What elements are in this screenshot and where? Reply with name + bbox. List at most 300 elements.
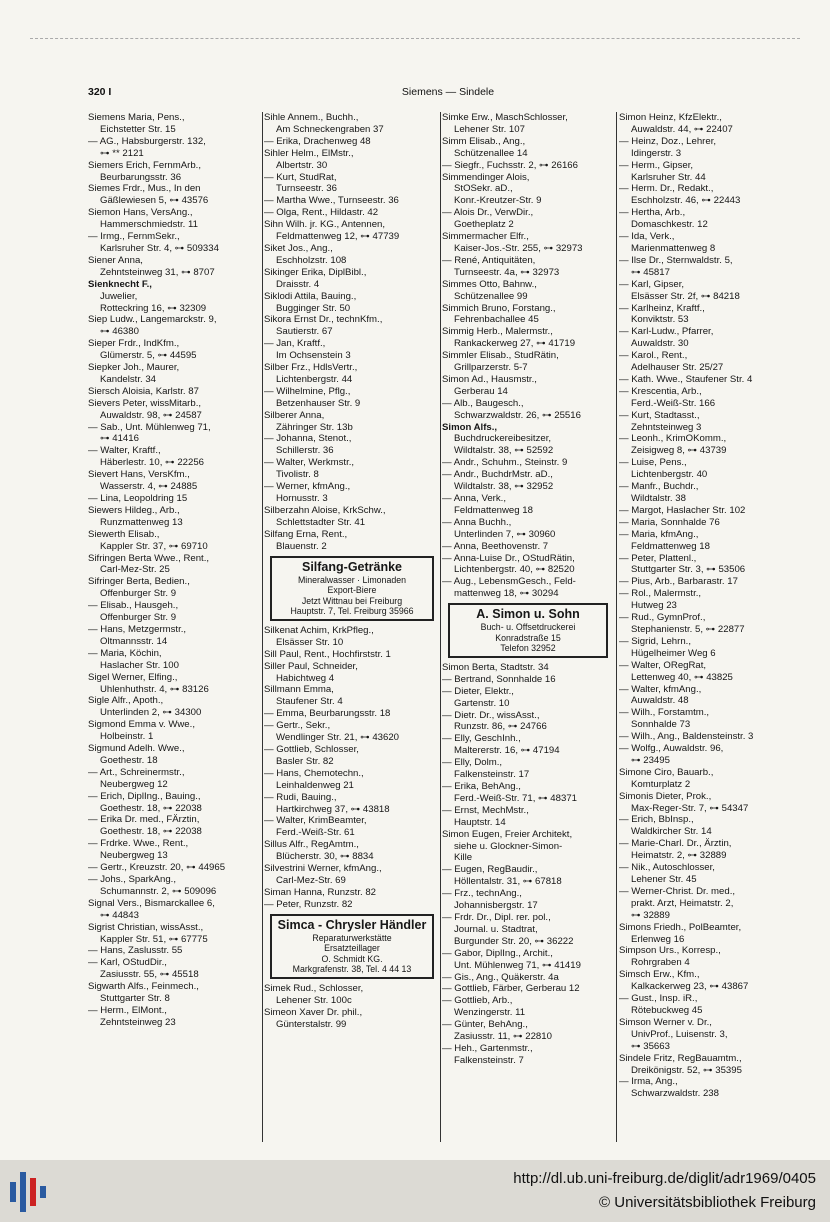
directory-entry-line: Sifringen Berta Wwe., Rent., xyxy=(88,552,210,564)
directory-entry-line: — Erika Dr. med., FÄrztin, xyxy=(88,814,200,826)
directory-entry-line: Johannisbergstr. 17 xyxy=(454,900,538,912)
directory-entry-line: Rötebuckweg 45 xyxy=(631,1004,703,1016)
ad-line: Reparaturwerkstätte xyxy=(312,932,392,943)
directory-entry-line: Domaschkestr. 12 xyxy=(631,219,708,231)
directory-entry-line: Falkensteinstr. 7 xyxy=(454,1054,524,1066)
directory-entry-line: — Ilse Dr., Sternwaldstr. 5, xyxy=(619,254,733,266)
directory-entry-line: — Manfr., Buchdr., xyxy=(619,481,699,493)
directory-entry-line: Simone Ciro, Bauarb., xyxy=(619,766,714,778)
directory-entry-line: — Frdr. Dr., Dipl. rer. pol., xyxy=(442,911,551,923)
directory-entry-line: Sillmann Emma, xyxy=(264,684,334,696)
directory-entry-line: — Hans, Chemotechn., xyxy=(264,767,364,779)
directory-entry-line: Eschholzstr. 46, ⊶ 22443 xyxy=(631,195,741,207)
directory-entry-line: StOSekr. aD., xyxy=(454,183,513,195)
directory-entry-line: Schumannstr. 2, ⊶ 509096 xyxy=(100,885,217,897)
directory-entry-line: — Heinz, Doz., Lehrer, xyxy=(619,135,717,147)
directory-entry-line: Auwaldstr. 98, ⊶ 24587 xyxy=(100,409,202,421)
directory-entry-line: UnivProf., Luisenstr. 3, xyxy=(631,1028,728,1040)
directory-entry-line: Auwaldstr. 30 xyxy=(631,338,689,350)
directory-entry-line: — René, Antiquitäten, xyxy=(442,254,536,266)
directory-entry-line: Simmich Bruno, Forstang., xyxy=(442,302,556,314)
directory-entry-line: Offenburger Str. 9 xyxy=(100,612,177,624)
directory-entry-line: Simeon Xaver Dr. phil., xyxy=(264,1006,363,1018)
directory-entry-line: Gartenstr. 10 xyxy=(454,697,510,709)
directory-entry-line: — Johs., SparkAng., xyxy=(88,874,176,885)
directory-entry-line: — Gottlieb, Färber, Gerberau 12 xyxy=(442,983,580,995)
directory-entry-line: — Walter, ORegRat, xyxy=(619,659,707,671)
directory-entry-line: Rankackerweg 27, ⊶ 41719 xyxy=(454,338,576,350)
directory-entry-line: Feldmattenweg 18 xyxy=(454,504,533,516)
directory-entry-line: Goethestr. 18, ⊶ 22038 xyxy=(100,826,202,838)
directory-entry-line: Unterlinden 7, ⊶ 30960 xyxy=(454,528,556,540)
copyright-notice: © Universitätsbibliothek Freiburg xyxy=(599,1194,816,1211)
directory-entry-line: — Alb., Baugesch., xyxy=(442,397,524,409)
directory-entry-line: Häberlestr. 10, ⊶ 22256 xyxy=(100,457,204,469)
directory-entry-line: Kalkackerweg 23, ⊶ 43867 xyxy=(631,981,749,993)
directory-entry-line: Silfang Erna, Rent., xyxy=(264,528,348,540)
directory-entry-line: Konviktstr. 53 xyxy=(631,314,689,326)
directory-entry-line: Sieper Frdr., IndKfm., xyxy=(88,338,180,350)
directory-entry-line: — Werner, kfmAng., xyxy=(264,481,351,493)
directory-entry-line: Sienknecht F., xyxy=(88,278,152,290)
directory-entry-line: Uhlenhuthstr. 4, ⊶ 83126 xyxy=(100,683,209,695)
column-2 xyxy=(264,112,440,1031)
directory-entry-line: Sonnhalde 73 xyxy=(631,719,691,731)
silfang-advertisement xyxy=(270,556,434,621)
directory-entry-line: — Gottlieb, Schlosser, xyxy=(264,743,359,755)
directory-entry-line: Siemes Frdr., Mus., In den xyxy=(88,183,201,195)
directory-entry-line: Schillerstr. 36 xyxy=(276,445,334,457)
directory-entry-line: Sihle Annem., Buchh., xyxy=(264,112,359,123)
ad-line: O. Schmidt KG. xyxy=(321,953,383,964)
directory-entry-line: Rohrgraben 4 xyxy=(631,957,690,969)
directory-entry-line: Hornusstr. 3 xyxy=(276,493,328,504)
directory-entry-line: Schützenallee 99 xyxy=(454,290,528,302)
directory-entry-line: Zeisigweg 8, ⊶ 43739 xyxy=(631,445,727,457)
directory-entry-line: — Kurt, Stadtasst., xyxy=(619,409,700,421)
directory-entry-line: Idingerstr. 3 xyxy=(631,147,682,159)
directory-entry-line: — Elly, Dolm., xyxy=(442,757,503,769)
directory-entry-line: Siewers Hildeg., Arb., xyxy=(88,504,180,516)
directory-entry-line: Zasiusstr. 55, ⊶ 45518 xyxy=(100,969,199,981)
directory-entry-line: — Gottlieb, Arb., xyxy=(442,995,513,1007)
directory-entry-line: Sindele Fritz, RegBauamtm., xyxy=(619,1052,742,1064)
directory-entry-line: Simon Berta, Stadtstr. 34 xyxy=(442,661,549,673)
directory-entry-line: Siener Anna, xyxy=(88,254,143,266)
directory-entry-line: — Walter, Werkmstr., xyxy=(264,457,355,469)
directory-entry-line: Sievert Hans, VersKfm., xyxy=(88,469,190,481)
directory-entry-line: — Margot, Haslacher Str. 102 xyxy=(619,504,746,516)
directory-entry-line: — Maria, Sonnhalde 76 xyxy=(619,516,720,528)
directory-entry-line: Zehntsteinweg 3 xyxy=(631,421,702,433)
directory-entry-line: — Karl, OStudDir., xyxy=(88,957,167,969)
directory-entry-line: Offenburger Str. 9 xyxy=(100,588,177,600)
directory-entry-line: Höllentalstr. 31, ⊶ 67818 xyxy=(454,876,562,888)
directory-entry-line: Simonis Dieter, Prok., xyxy=(619,790,712,802)
directory-entry-line: — Erich, BbInsp., xyxy=(619,814,694,826)
directory-entry-line: — Gertr., Sekr., xyxy=(264,720,331,732)
directory-entry-line: Unt. Mühlenweg 71, ⊶ 41419 xyxy=(454,959,581,971)
directory-entry-line: Auwaldstr. 44, ⊶ 22407 xyxy=(631,123,733,135)
directory-entry-line: Falkensteinstr. 17 xyxy=(454,769,530,781)
directory-entry-line: Siemens Maria, Pens., xyxy=(88,112,185,123)
directory-entry-line: Simson Werner v. Dr., xyxy=(619,1016,712,1028)
directory-entry-line: Silberzahn Aloise, KrkSchw., xyxy=(264,504,386,516)
directory-entry-line: — Johanna, Stenot., xyxy=(264,433,352,445)
directory-entry-line: — Sab., Unt. Mühlenweg 71, xyxy=(88,421,211,433)
directory-entry-line: — Gertr., Kreuzstr. 20, ⊶ 44965 xyxy=(88,862,226,874)
directory-entry-line: Hutweg 23 xyxy=(631,600,677,612)
directory-entry-line: — Karol., Rent., xyxy=(619,350,688,362)
directory-entry-line: Zähringer Str. 13b xyxy=(276,421,353,433)
directory-entry-line: — Anna Buchh., xyxy=(442,516,512,528)
directory-entry-line: Silber Frz., HdlsVertr., xyxy=(264,362,358,374)
directory-entry-line: Silvestrini Werner, kfmAng., xyxy=(264,863,382,875)
directory-entry-line: — Jan, Kraftf., xyxy=(264,338,326,350)
directory-entry-line: Haslacher Str. 100 xyxy=(100,659,179,671)
directory-entry-line: Stuttgarter Str. 3, ⊶ 53506 xyxy=(631,564,746,576)
simon-advertisement xyxy=(448,603,608,658)
column-divider xyxy=(262,112,263,1142)
directory-entry-line: Sautierstr. 67 xyxy=(276,326,333,338)
directory-entry-line: Sifringer Berta, Bedien., xyxy=(88,576,190,588)
directory-entry-line: — Gust., Insp. iR., xyxy=(619,993,698,1005)
directory-entry-line: siehe u. Glockner-Simon- xyxy=(454,840,563,852)
directory-entry-line: Betzenhauser Str. 9 xyxy=(276,397,361,409)
directory-entry-line: ⊶ 35663 xyxy=(631,1040,670,1052)
directory-entry-line: Goetheplatz 2 xyxy=(454,219,514,231)
directory-entry-line: Simon Heinz, KfzElektr., xyxy=(619,112,722,123)
directory-entry-line: Siemon Hans, VersAng., xyxy=(88,207,193,219)
directory-entry-line: — Heh., Gartenmstr., xyxy=(442,1042,533,1054)
directory-entry-line: Karlsruher Str. 44 xyxy=(631,171,706,183)
directory-entry-line: Wildtalstr. 38, ⊶ 52592 xyxy=(454,445,554,457)
directory-entry-line: Wildtalstr. 38 xyxy=(631,493,686,504)
directory-entry-line: Simon Alfs., xyxy=(442,421,498,433)
directory-entry-line: Stuttgarter Str. 8 xyxy=(100,993,170,1005)
directory-entry-line: Simmermacher Elfr., xyxy=(442,231,529,243)
directory-entry-line: Simpson Urs., Korresp., xyxy=(619,945,721,957)
directory-entry-line: Oltmannsstr. 14 xyxy=(100,635,168,647)
directory-entry-line: — Hans, Zaslusstr. 55 xyxy=(88,945,183,957)
directory-entry-line: Siep Ludw., Langemarckstr. 9, xyxy=(88,314,217,326)
column-divider xyxy=(440,112,441,1142)
footer-bar xyxy=(0,1160,830,1222)
directory-entry-line: Neubergweg 13 xyxy=(100,850,168,862)
directory-entry-line: Wenzingerstr. 11 xyxy=(454,1007,526,1019)
directory-entry-line: — Emma, Beurbarungsstr. 18 xyxy=(264,708,391,720)
directory-entry-line: Hügelheimer Weg 6 xyxy=(631,647,716,659)
directory-entry-line: Zasiusstr. 11, ⊶ 22810 xyxy=(454,1031,552,1043)
directory-entry-line: Hartkirchweg 37, ⊶ 43818 xyxy=(276,803,390,815)
directory-entry-line: Sillus Alfr., RegAmtm., xyxy=(264,839,359,851)
directory-entry-line: Elsässer Str. 10 xyxy=(276,636,344,648)
directory-entry-line: Wildtalstr. 38, ⊶ 32952 xyxy=(454,481,554,493)
directory-entry-line: Kappler Str. 37, ⊶ 69710 xyxy=(100,540,208,552)
directory-entry-line: — Irma, Ang., xyxy=(619,1076,678,1088)
directory-entry-line: — Anna, Beethovenstr. 7 xyxy=(442,540,549,552)
directory-entry-line: Hauptstr. 14 xyxy=(454,816,506,828)
directory-entry-line: Im Ochsenstein 3 xyxy=(276,350,351,362)
directory-entry-line: Sigmond Emma v. Wwe., xyxy=(88,719,195,731)
directory-entry-line: — Herm., Gipser, xyxy=(619,159,694,171)
directory-entry-line: — Walter, kfmAng., xyxy=(619,683,702,695)
directory-entry-line: — Pius, Arb., Barbarastr. 17 xyxy=(619,576,738,588)
directory-entry-line: Feldmattenweg 18 xyxy=(631,540,710,552)
directory-entry-line: — Frz., technAng., xyxy=(442,888,522,900)
ad-title: Simca - Chrysler Händler xyxy=(277,917,427,932)
directory-entry-line: Blücherstr. 30, ⊶ 8834 xyxy=(276,851,374,863)
directory-entry-line: Konr.-Kreutzer-Str. 9 xyxy=(454,195,542,207)
directory-entry-line: Dreikönigstr. 52, ⊶ 35395 xyxy=(631,1064,742,1076)
directory-entry-line: Marienmattenweg 8 xyxy=(631,242,716,254)
ad-line: Jetzt Wittnau bei Freiburg xyxy=(301,595,403,606)
directory-entry-line: — Siegfr., Fuchsstr. 2, ⊶ 26166 xyxy=(442,159,578,171)
page-header xyxy=(88,86,808,104)
directory-entry-line: — Wilh., Ang., Baldensteinstr. 3 xyxy=(619,731,754,743)
ad-line: Ersatzteillager xyxy=(324,943,380,954)
directory-entry-line: Burgunder Str. 20, ⊶ 36222 xyxy=(454,935,574,947)
directory-entry-line: Simons Friedh., PolBeamter, xyxy=(619,921,742,933)
directory-entry-line: Adelhauser Str. 25/27 xyxy=(631,362,724,374)
directory-entry-line: Siemers Erich, FernmArb., xyxy=(88,159,202,171)
directory-entry-line: Journal. u. Stadtrat, xyxy=(454,923,538,935)
directory-entry-line: Sihler Helm., ElMstr., xyxy=(264,147,354,159)
ad-line: Buch- u. Offsetdruckerei xyxy=(480,622,576,633)
directory-entry-line: mattenweg 18, ⊶ 30294 xyxy=(454,588,559,600)
directory-entry-line: Kaiser-Jos.-Str. 255, ⊶ 32973 xyxy=(454,242,583,254)
directory-entry-line: Schützenallee 14 xyxy=(454,147,528,159)
directory-entry-line: — Dietr. Dr., wissAsst., xyxy=(442,709,540,721)
directory-entry-line: Simon Ad., Hausmstr., xyxy=(442,373,537,385)
directory-entry-line: ⊶ 46380 xyxy=(100,326,139,338)
directory-entry-line: Elsässer Str. 2f, ⊶ 84218 xyxy=(631,290,740,302)
directory-entry-line: — Erich, DiplIng., Bauing., xyxy=(88,790,201,802)
directory-entry-line: Lehener Str. 107 xyxy=(454,123,525,135)
directory-entry-line: Zehntsteinweg 31, ⊶ 8707 xyxy=(100,266,215,278)
ad-line: Mineralwasser · Limonaden xyxy=(297,574,407,585)
directory-entry-line: Ferd.-Weiß-Str. 71, ⊶ 48371 xyxy=(454,792,577,804)
directory-entry-line: ⊶ 32889 xyxy=(631,909,670,921)
directory-entry-line: Holbeinstr. 1 xyxy=(100,731,154,743)
directory-entry-line: — Elisab., Hausgeh., xyxy=(88,600,179,612)
directory-entry-line: Sigle Alfr., Apoth., xyxy=(88,695,164,707)
directory-entry-line: — Kath. Wwe., Staufener Str. 4 xyxy=(619,373,753,385)
directory-entry-line: — Sigrid, Lehrn., xyxy=(619,635,691,647)
directory-entry-line: Sigmund Adelh. Wwe., xyxy=(88,743,185,755)
directory-entry-line: Stephanienstr. 5, ⊶ 22877 xyxy=(631,623,745,635)
directory-entry-line: — Walter, Kraftf., xyxy=(88,445,161,457)
ad-line: Telefon 32952 xyxy=(500,643,556,654)
directory-entry-line: — Ernst, MechMstr., xyxy=(442,804,529,816)
directory-entry-line: Simmig Herb., Malermstr., xyxy=(442,326,553,338)
directory-entry-line: Signal Vers., Bismarckallee 6, xyxy=(88,897,215,909)
directory-entry-line: — Kurt, StudRat, xyxy=(264,171,337,183)
directory-entry-line: Runzstr. 86, ⊶ 24766 xyxy=(454,721,547,733)
directory-entry-line: Lehener Str. 100c xyxy=(276,994,352,1006)
directory-entry-line: — Rud., GymnProf., xyxy=(619,612,706,624)
ad-line: Hauptstr. 7, Tel. Freiburg 35966 xyxy=(290,606,414,617)
directory-entry-line: Rotteckring 16, ⊶ 32309 xyxy=(100,302,207,314)
directory-entry-line: — Art., Schreinermstr., xyxy=(88,766,185,778)
directory-entry-line: — AG., Habsburgerstr. 132, xyxy=(88,135,206,147)
ad-line: Konradstraße 15 xyxy=(495,632,561,643)
directory-entry-line: Karlsruher Str. 4, ⊶ 509334 xyxy=(100,242,219,254)
ad-line: Markgrafenstr. 38, Tel. 4 44 13 xyxy=(292,964,412,975)
directory-entry-line: Sill Paul, Rent., Hochfirststr. 1 xyxy=(264,648,391,660)
directory-entry-line: Carl-Mez-Str. 69 xyxy=(276,874,346,886)
directory-entry-line: — Rudi, Bauing., xyxy=(264,791,337,803)
directory-entry-line: — Andr., BuchdrMstr. aD., xyxy=(442,469,553,481)
directory-entry-line: Am Schneckengraben 37 xyxy=(276,123,384,135)
directory-entry-line: Waldkircher Str. 14 xyxy=(631,826,712,838)
directory-entry-line: Juwelier, xyxy=(100,290,138,302)
directory-entry-line: Zehntsteinweg 23 xyxy=(100,1016,176,1028)
ad-line: Export-Biere xyxy=(327,585,377,596)
directory-entry-line: Auwaldstr. 48 xyxy=(631,695,689,707)
directory-entry-line: — Eugen, RegBaudir., xyxy=(442,864,538,876)
directory-entry-line: Sikinger Erika, DiplBibl., xyxy=(264,266,367,278)
simca-advertisement xyxy=(270,914,434,979)
directory-entry-line: Sigel Werner, Elfing., xyxy=(88,671,178,683)
directory-entry-line: — Anna-Luise Dr., OStudRätin, xyxy=(442,552,575,564)
directory-entry-line: Runzmattenweg 13 xyxy=(100,516,183,528)
directory-entry-line: Maltererstr. 16, ⊶ 47194 xyxy=(454,745,560,757)
directory-entry-line: Blauenstr. 2 xyxy=(276,540,327,552)
directory-entry-line: Draisstr. 4 xyxy=(276,278,320,290)
directory-entry-line: Wasserstr. 4, ⊶ 24885 xyxy=(100,481,198,493)
directory-entry-line: — Günter, BehAng., xyxy=(442,1019,528,1031)
directory-entry-line: Basler Str. 82 xyxy=(276,755,334,767)
directory-entry-line: — Marie-Charl. Dr., Ärztin, xyxy=(619,838,732,850)
directory-entry-line: Siket Jos., Ang., xyxy=(264,242,333,254)
directory-entry-line: Ferd.-Weiß-Str. 61 xyxy=(276,827,355,839)
directory-entry-line: Simsch Erw., Kfm., xyxy=(619,969,700,981)
directory-entry-line: Sievers Peter, wissMitarb., xyxy=(88,397,202,409)
directory-entry-line: — Karl, Gipser, xyxy=(619,278,685,290)
directory-entry-line: Simon Eugen, Freier Architekt, xyxy=(442,828,573,840)
directory-entry-line: Sigrist Christian, wissAsst., xyxy=(88,921,204,933)
directory-entry-line: Günterstalstr. 99 xyxy=(276,1018,347,1030)
directory-entry-line: Eschholzstr. 108 xyxy=(276,254,347,266)
directory-entry-line: — Wilh., Forstamtm., xyxy=(619,707,710,719)
directory-entry-line: Lichtenbergstr. 40 xyxy=(631,469,708,481)
directory-entry-line: Kille xyxy=(454,852,473,864)
directory-entry-line: — Werner-Christ. Dr. med., xyxy=(619,885,736,897)
directory-entry-line: — Anna, Verk., xyxy=(442,493,506,504)
directory-entry-line: — Nik., Autoschlosser, xyxy=(619,862,715,874)
directory-entry-line: ⊶ ** 2121 xyxy=(100,147,144,159)
directory-entry-line: — Peter, Plattenl., xyxy=(619,552,697,564)
source-url-link[interactable]: http://dl.ub.uni-freiburg.de/diglit/adr1969/0405 xyxy=(513,1170,816,1187)
directory-entry-line: — Karl-Ludw., Pfarrer, xyxy=(619,326,714,338)
directory-entry-line: Sigwarth Alfs., Feinmech., xyxy=(88,981,199,993)
directory-entry-line: Gäßlewiesen 5, ⊶ 43576 xyxy=(100,195,209,207)
directory-entry-line: Siklodi Attila, Bauing., xyxy=(264,290,357,302)
directory-entry-line: Ferd.-Weiß-Str. 166 xyxy=(631,397,716,409)
directory-entry-line: Grillparzerstr. 5-7 xyxy=(454,362,528,374)
directory-entry-line: Silberer Anna, xyxy=(264,409,325,421)
directory-entry-line: prakt. Arzt, Heimatstr. 2, xyxy=(631,897,734,909)
directory-entry-line: Simke Erw., MaschSchlosser, xyxy=(442,112,568,123)
directory-entry-line: Buchdruckereibesitzer, xyxy=(454,433,552,445)
directory-entry-line: Turnseestr. 4a, ⊶ 32973 xyxy=(454,266,560,278)
directory-entry-line: Silkenat Achim, KrkPfleg., xyxy=(264,624,374,636)
directory-entry-line: — Alois Dr., VerwDir., xyxy=(442,207,534,219)
directory-entry-line: — Wilhelmine, Pflg., xyxy=(264,385,351,397)
directory-entry-line: Simek Rud., Schlosser, xyxy=(264,983,364,995)
directory-entry-line: Glümerstr. 5, ⊶ 44595 xyxy=(100,350,197,362)
directory-entry-line: Lettenweg 40, ⊶ 43825 xyxy=(631,671,733,683)
directory-entry-line: — Bertrand, Sonnhalde 16 xyxy=(442,673,556,685)
directory-entry-line: Goethestr. 18 xyxy=(100,754,158,766)
directory-entry-line: Beurbarungsstr. 36 xyxy=(100,171,182,183)
directory-entry-line: Kappler Str. 51, ⊶ 67775 xyxy=(100,933,208,945)
directory-entry-line: — Irmg., FernmSekr., xyxy=(88,231,180,243)
directory-entry-line: — Frdrke. Wwe., Rent., xyxy=(88,838,189,850)
directory-entry-line: — Leonh., KrimOKomm., xyxy=(619,433,727,445)
directory-entry-line: ⊶ 45817 xyxy=(631,266,670,278)
directory-entry-line: Neubergweg 12 xyxy=(100,778,168,790)
directory-entry-line: — Erika, BehAng., xyxy=(442,781,521,792)
directory-entry-line: — Rol., Malermstr., xyxy=(619,588,702,600)
directory-entry-line: Komturplatz 2 xyxy=(631,778,691,790)
directory-entry-line: Wendlinger Str. 21, ⊶ 43620 xyxy=(276,732,400,744)
library-logo-icon xyxy=(6,1168,54,1216)
directory-entry-line: Unterlinden 2, ⊶ 34300 xyxy=(100,707,202,719)
directory-entry-line: — Luise, Pens., xyxy=(619,457,687,469)
directory-entry-line: Staufener Str. 4 xyxy=(276,696,343,708)
directory-entry-line: Turnseestr. 36 xyxy=(276,183,337,195)
directory-entry-line: Lichtenbergstr. 44 xyxy=(276,373,353,385)
page-number: 320 I xyxy=(88,86,112,98)
directory-entry-line: ⊶ 41416 xyxy=(100,433,139,445)
directory-entry-line: Lehener Str. 45 xyxy=(631,874,697,885)
directory-entry-line: — Martha Wwe., Turnseestr. 36 xyxy=(264,195,399,207)
directory-entry-line: ⊶ 23495 xyxy=(631,754,670,766)
column-4 xyxy=(619,112,815,1100)
directory-entry-line: — Ida, Verk., xyxy=(619,231,675,243)
ad-title: Silfang-Getränke xyxy=(301,559,403,574)
directory-entry-line: — Krescentia, Arb., xyxy=(619,385,702,397)
directory-entry-line: — Maria, Köchin, xyxy=(88,647,162,659)
directory-entry-line: — Peter, Runzstr. 82 xyxy=(264,898,353,910)
directory-entry-line: Feldmattenweg 12, ⊶ 47739 xyxy=(276,231,400,243)
directory-entry-line: — Hertha, Arb., xyxy=(619,207,686,219)
directory-entry-line: Simm Elisab., Ang., xyxy=(442,135,526,147)
directory-entry-line: Schwarzwaldstr. 238 xyxy=(631,1088,719,1100)
directory-entry-line: Siman Hanna, Runzstr. 82 xyxy=(264,886,376,898)
directory-entry-line: Albertstr. 30 xyxy=(276,159,328,171)
directory-entry-line: — Wolfg., Auwaldstr. 96, xyxy=(619,743,724,755)
directory-entry-line: — Olga, Rent., Hildastr. 42 xyxy=(264,207,379,219)
directory-entry-line: Leinhaldenweg 21 xyxy=(276,779,354,791)
directory-entry-line: Kandelstr. 34 xyxy=(100,373,157,385)
page-title: Siemens — Sindele xyxy=(401,86,495,98)
directory-entry-line: — Herm., ElMont., xyxy=(88,1004,167,1016)
directory-entry-line: — Herm. Dr., Redakt., xyxy=(619,183,714,195)
directory-entry-line: Tivolistr. 8 xyxy=(276,469,319,481)
directory-entry-line: Siersch Aloisia, Karlstr. 87 xyxy=(88,385,199,397)
directory-entry-line: — Lina, Leopoldring 15 xyxy=(88,493,188,504)
directory-entry-line: Fehrenbachallee 45 xyxy=(454,314,539,326)
directory-entry-line: — Dieter, Elektr., xyxy=(442,685,514,697)
directory-entry-line: — Hans, Metzgermstr., xyxy=(88,623,187,635)
directory-entry-line: Goethestr. 18, ⊶ 22038 xyxy=(100,802,202,814)
directory-entry-line: Siller Paul, Schneider, xyxy=(264,660,358,672)
directory-entry-line: Siewerth Elisab., xyxy=(88,528,160,540)
directory-entry-line: Erlenweg 16 xyxy=(631,933,685,945)
